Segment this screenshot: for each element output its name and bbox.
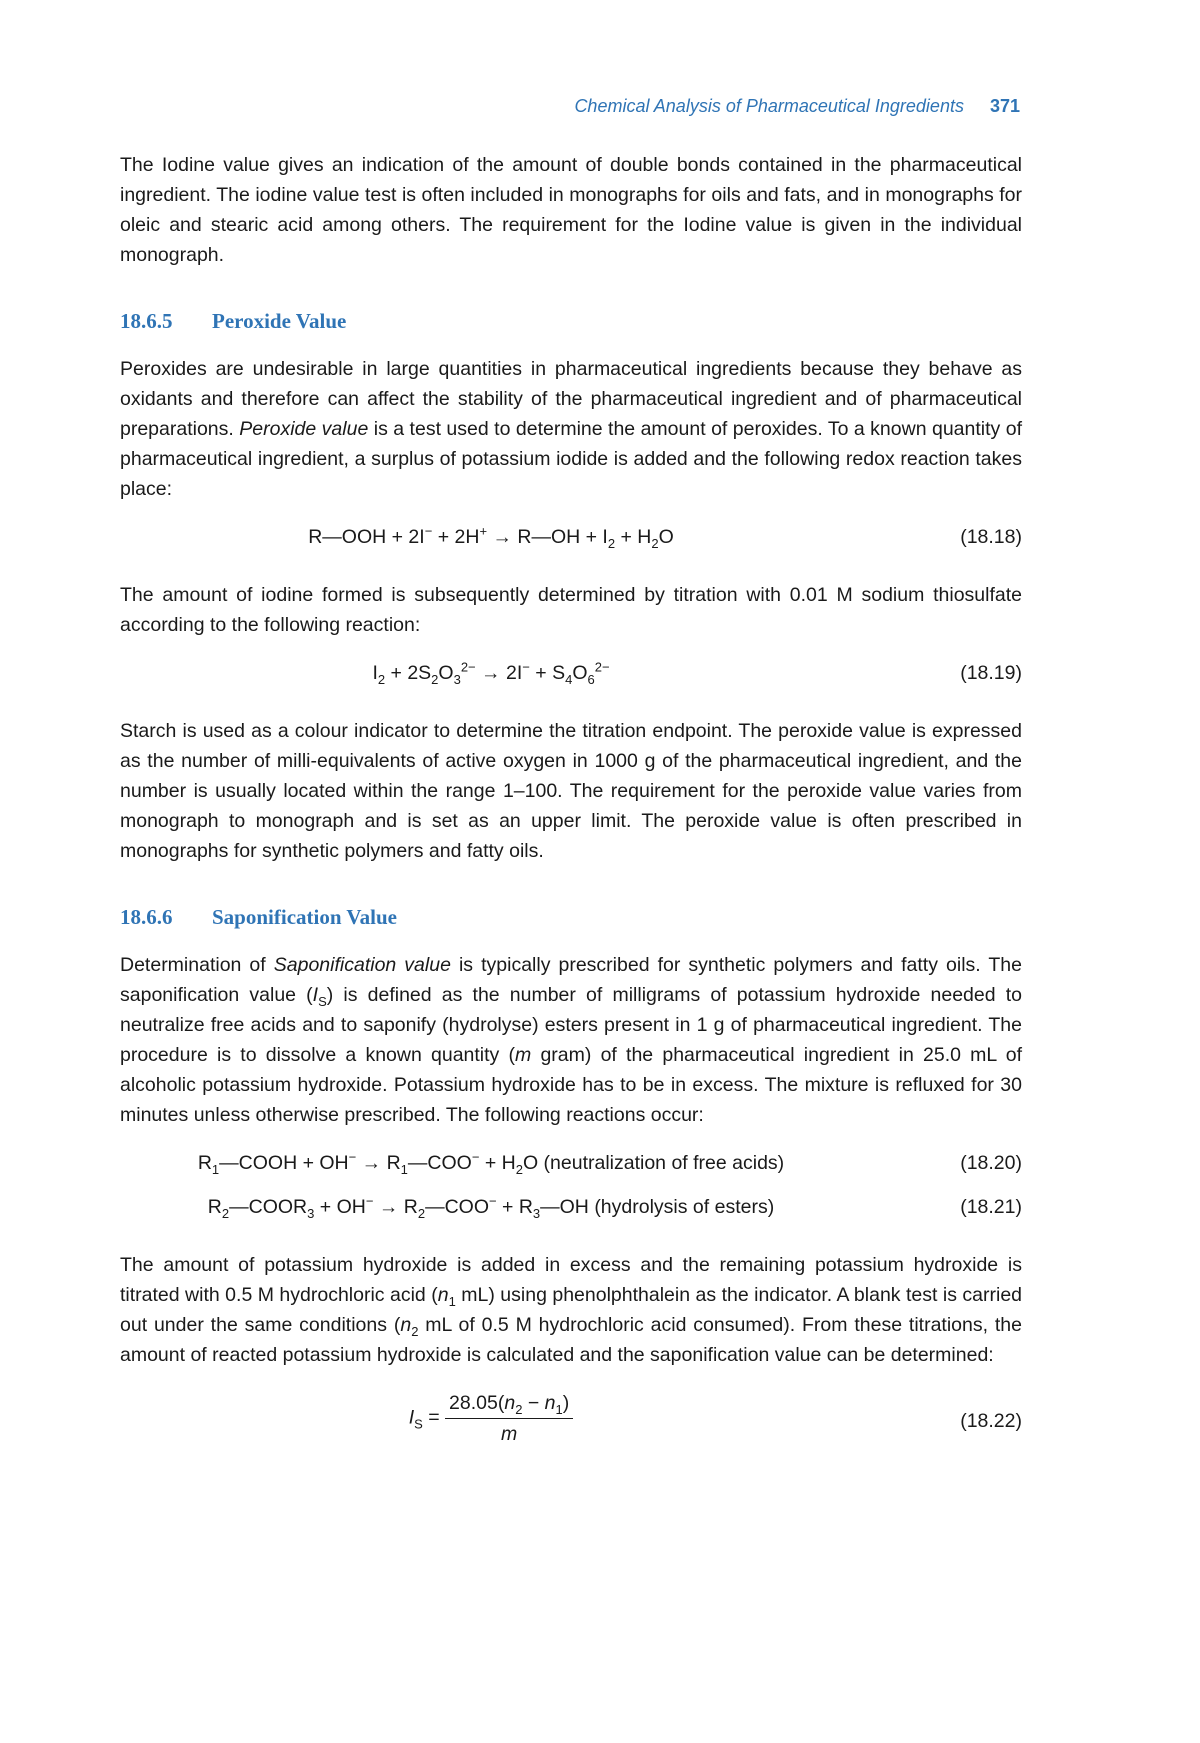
equation-18-19	[120, 658, 1022, 688]
equation-18-20	[120, 1148, 1022, 1178]
equation-expression: $I_2 + 2S_2O_3^{2-} \to 2I^- + S_4O_6^{2-}$	[372, 659, 610, 687]
section-number: 18.6.5	[120, 309, 173, 333]
fraction	[445, 1388, 573, 1449]
equation-18-18	[120, 522, 1022, 552]
equation-expression: $I_S$ = $\frac{28.05(n_2 - n_1)}{m}$	[120, 1388, 862, 1449]
running-header	[574, 96, 1020, 117]
section-number: 18.6.6	[120, 905, 173, 929]
section-title: Saponification Value	[212, 905, 397, 929]
equation-label: (18.22)	[960, 1410, 1022, 1432]
section-heading-peroxide	[120, 306, 1022, 336]
equation-note: (neutralization of free acids)	[543, 1152, 785, 1174]
paragraph-iodine: The Iodine value gives an indication of the amount of double bonds contained in the pharmaceutical ingredient. The iodine value test is often included in monographs for oils and fats, and in monographs for oleic and stearic acid among others. The requirement for the Iodine value is given in the individual monograph.	[120, 154, 1022, 266]
body-text	[120, 150, 1022, 1456]
equation-18-21	[120, 1192, 1022, 1222]
equation-label: (18.18)	[960, 526, 1022, 548]
term-peroxide-value: Peroxide value	[239, 418, 369, 440]
equation-label: (18.21)	[960, 1196, 1022, 1218]
equation-expression: R—OOH + 2I− + 2H+ → R—OH + $I_2 + H_2O$	[308, 523, 674, 551]
section-title: Peroxide Value	[212, 309, 347, 333]
equation-expression: $R_2—COOR_3 + OH^-$ → $R_2—COO^-$ + $R_3—OH$ (hydrolysis of esters)	[207, 1193, 775, 1221]
equation-18-22	[120, 1388, 1022, 1456]
running-title: Chemical Analysis of Pharmaceutical Ingredients	[574, 96, 964, 116]
equation-note: (hydrolysis of esters)	[594, 1196, 775, 1218]
equation-label: (18.19)	[960, 662, 1022, 684]
equation-expression: $R_1—COOH + OH^-$ → $R_1—COO^- + H_2O$ (neutralization of free acids)	[197, 1149, 785, 1177]
paragraph-peroxide-2: The amount of iodine formed is subsequently determined by titration with 0.01 M sodium thiosulfate according to the following reaction:	[120, 584, 1022, 636]
section-heading-saponification	[120, 902, 1022, 932]
fraction-denominator: m	[501, 1423, 518, 1445]
fraction-numerator: $28.05(n_2 - n_1)$	[445, 1388, 573, 1419]
paragraph-saponification-2: The amount of potassium hydroxide is added in excess and the remaining potassium hydroxide is titrated with 0.5 M hydrochloric acid ($n_1$ mL) using phenolphthalein as the indicator. A blank test is carried out under the same conditions ($n_2$ mL of 0.5 M hydrochloric acid consumed). From these titrations, the amount of reacted potassium hydroxide is calculated and the saponification value can be determined:	[120, 1254, 1023, 1366]
equation-label: (18.20)	[960, 1152, 1022, 1174]
paragraph-saponification-1: Determination of Saponification value is typically prescribed for synthetic polymers and fatty oils. The saponification value $(I_S)$ is defined as the number of milligrams of potassium hydroxide needed to neutralize free acids and to saponify (hydrolyse) esters present in 1 g of pharmaceutical ingredient. The procedure is to dissolve a known quantity (m gram) of the pharmaceutical ingredient in 25.0 mL of alcoholic potassium hydroxide. Potassium hydroxide has to be in excess. The mixture is refluxed for 30 minutes unless otherwise prescribed. The following reactions occur:	[120, 954, 1022, 1126]
paragraph-peroxide-3: Starch is used as a colour indicator to determine the titration endpoint. The peroxide value is expressed as the number of milli-equivalents of active oxygen in 1000 g of the pharmaceutical ingredient, and the number is usually located within the range 1–100. The requirement for the peroxide value varies from monograph to monograph and is set as an upper limit. The peroxide value is often prescribed in monographs for synthetic polymers and fatty oils.	[120, 720, 1022, 862]
term-saponification-value: Saponification value	[273, 954, 451, 976]
paragraph-peroxide-1: Peroxides are undesirable in large quantities in pharmaceutical ingredients because they behave as oxidants and therefore can affect the stability of the pharmaceutical ingredient and of pharmaceutical preparations. Peroxide value is a test used to determine the amount of peroxides. To a known quantity of pharmaceutical ingredient, a surplus of potassium iodide is added and the following redox reaction takes place:	[120, 358, 1022, 500]
page-number: 371	[989, 96, 1020, 116]
